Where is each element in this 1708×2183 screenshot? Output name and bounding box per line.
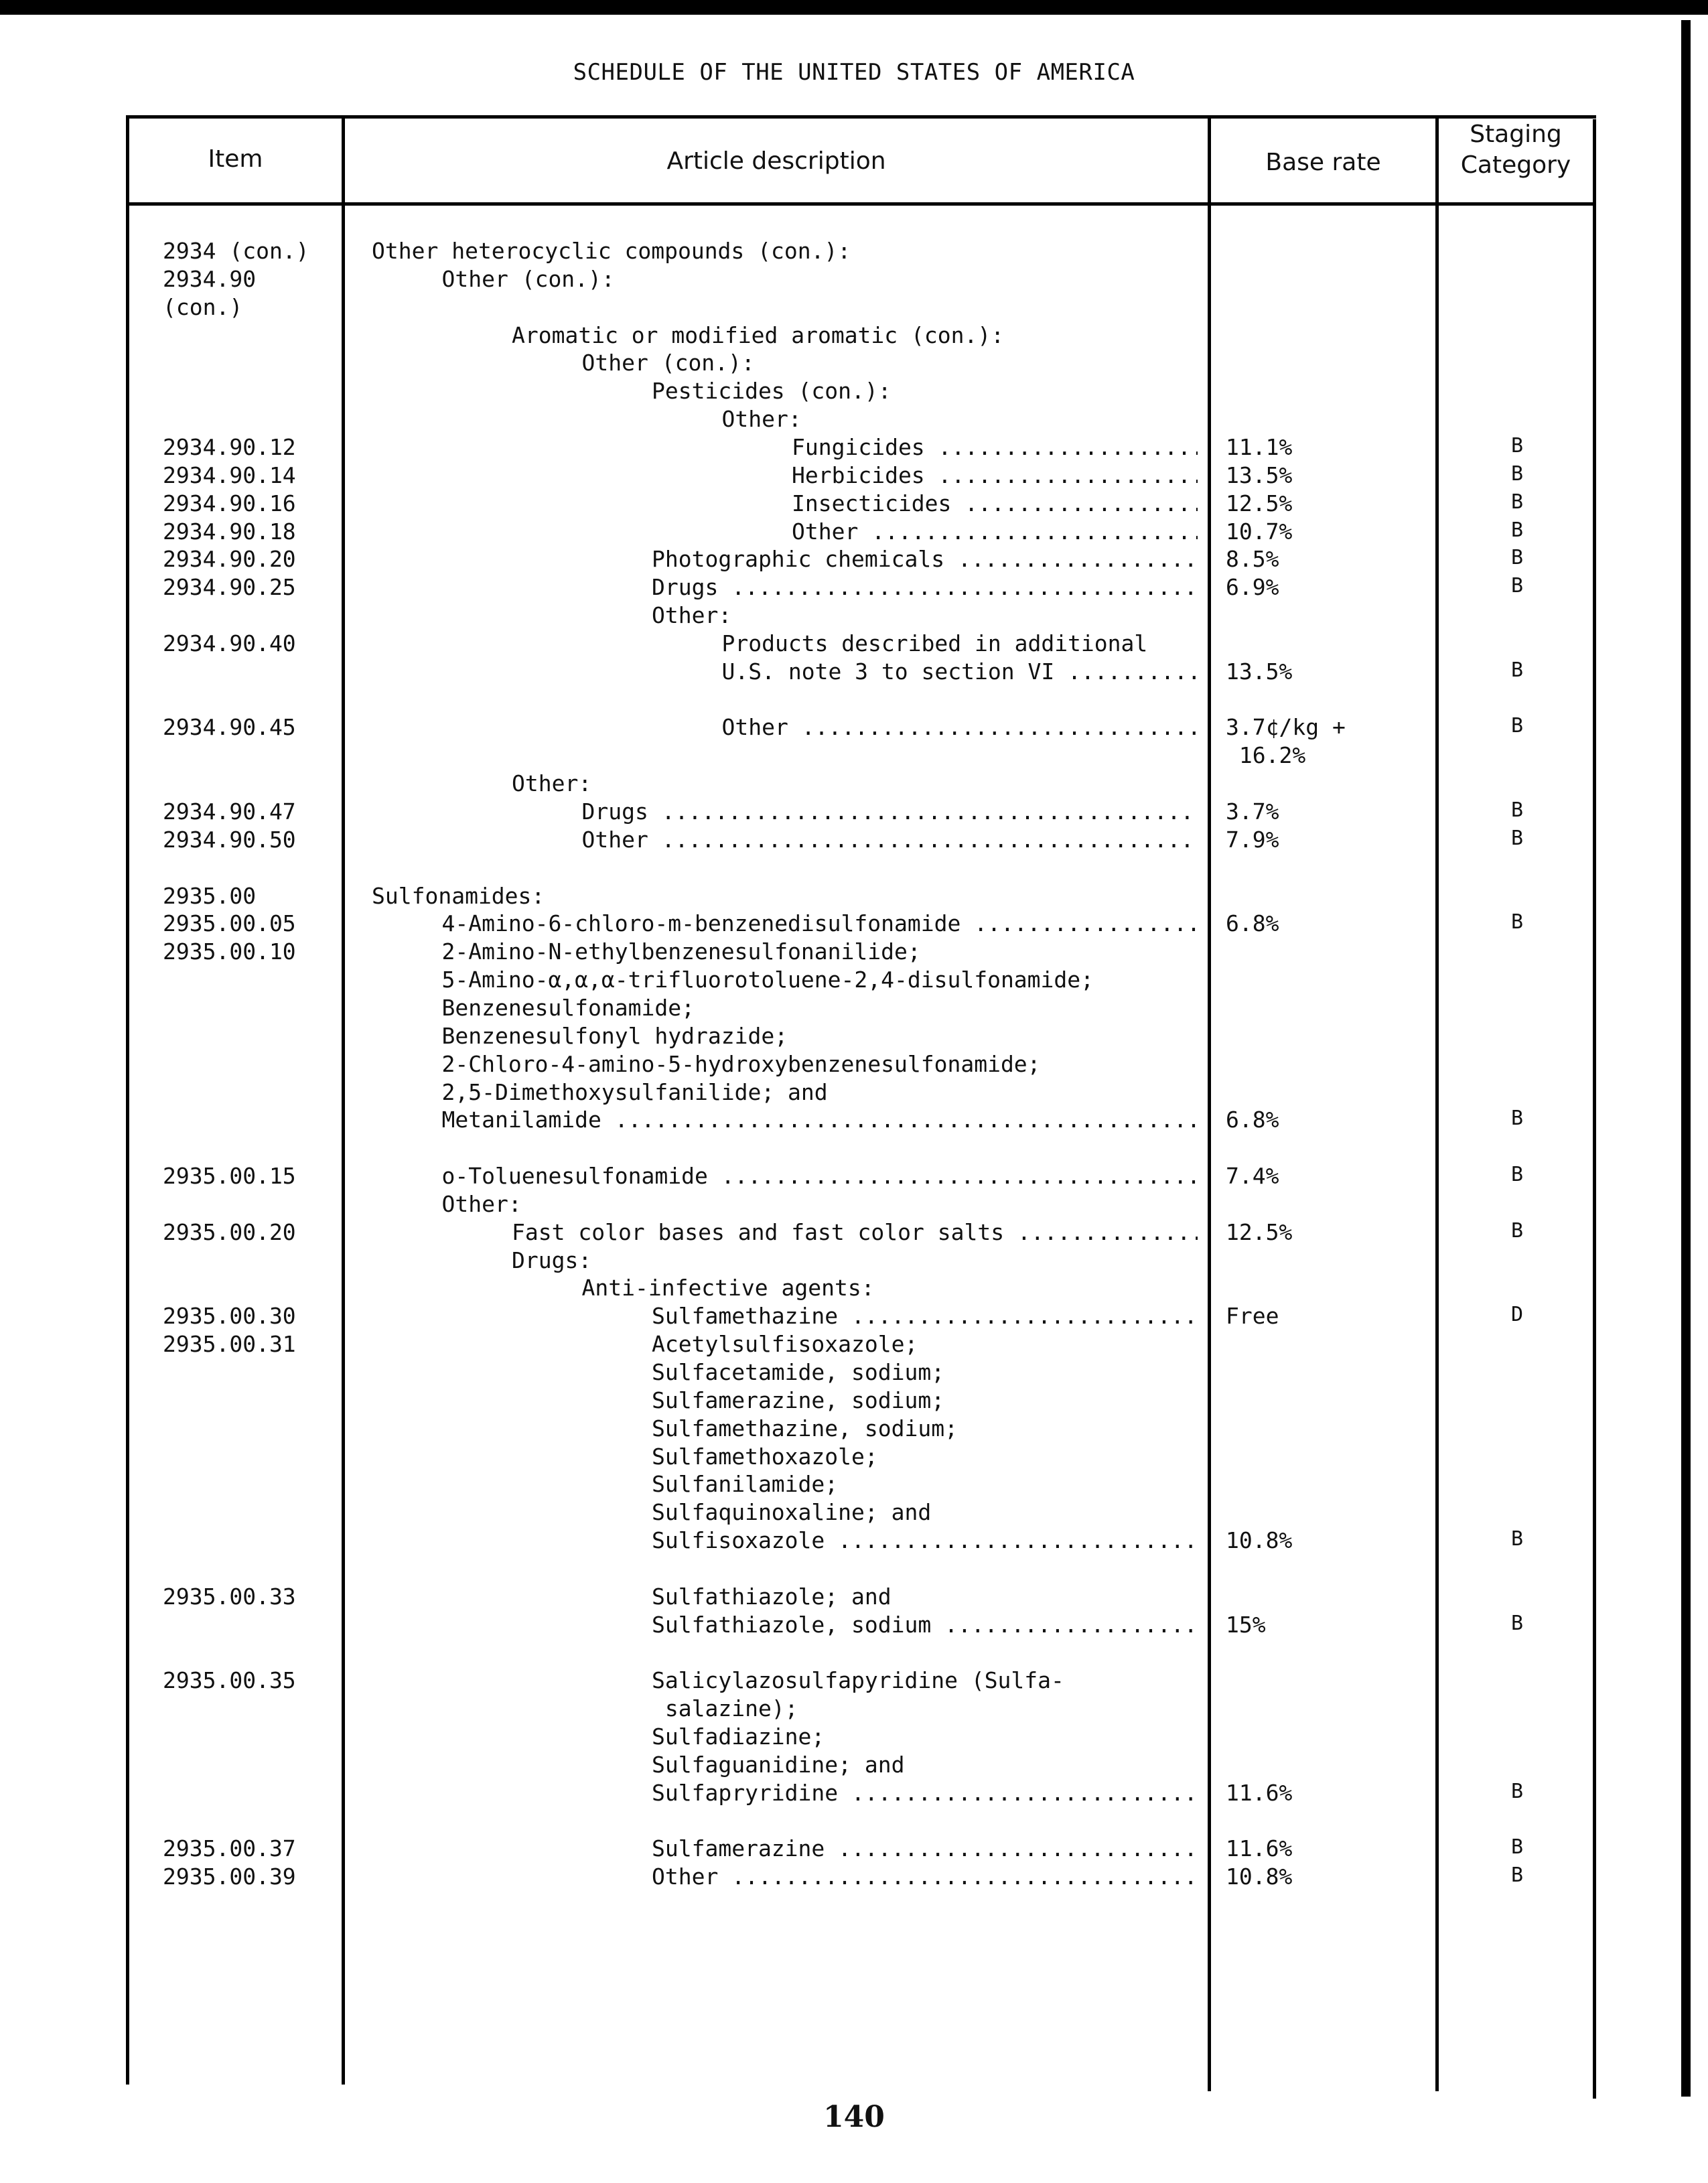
table-row (0, 1723, 1708, 1752)
base-rate: 11.6% (1226, 1779, 1293, 1806)
article-description: Fungicides ..... (792, 434, 1198, 460)
article-description: Sulfaquinoxaline; and (652, 1499, 932, 1526)
staging-category: B (1510, 1863, 1524, 1888)
table-row (0, 1303, 1708, 1331)
table-row (0, 378, 1708, 406)
staging-category: B (1510, 798, 1524, 822)
table-row (0, 462, 1708, 490)
table-row (0, 658, 1708, 687)
table-row (0, 714, 1708, 742)
article-description: Sulfaguanidine; and (652, 1751, 905, 1778)
item-number: (con.) (163, 293, 243, 320)
article-description: Drugs ..... (582, 798, 1198, 825)
item-number: 2934.90.12 (163, 433, 296, 460)
article-description: Drugs ..... (652, 574, 1198, 600)
article-description: Other ..... (582, 827, 1198, 853)
article-description: Other: (512, 770, 592, 797)
article-description: Other (con.): (441, 265, 615, 292)
article-description: Other (con.): (581, 350, 755, 376)
table-row (0, 1331, 1708, 1359)
article-description: 2-Chloro-4-amino-5-hydroxybenzenesulfonamide; (441, 1050, 1041, 1077)
item-number: 2935.00 (163, 882, 257, 909)
article-description: Sulfamethoxazole; (652, 1443, 878, 1470)
item-number: 2935.00.31 (163, 1331, 296, 1358)
table-row (0, 1471, 1708, 1499)
table-row (0, 1640, 1708, 1668)
table-row (0, 742, 1708, 770)
table-row (0, 1247, 1708, 1275)
staging-category: B (1510, 910, 1524, 934)
header-divider (126, 202, 1596, 206)
article-description: 2-Amino-N-ethylbenzenesulfonanilide; (441, 938, 921, 965)
article-description: Sulfonamides: (372, 882, 545, 909)
article-description: Other: (441, 1190, 522, 1217)
article-description: 4-Amino-6-chloro-m-benzenedisulfonamide ..... (442, 910, 1198, 936)
table-row (0, 1667, 1708, 1695)
table-row (0, 602, 1708, 630)
staging-category: B (1510, 518, 1524, 542)
article-description: Other ..... (792, 518, 1198, 545)
table-row (0, 518, 1708, 547)
table-row (0, 1387, 1708, 1415)
article-description: Anti-infective agents: (581, 1275, 875, 1301)
table-row (0, 1695, 1708, 1723)
article-description: Benzenesulfonamide; (441, 994, 695, 1021)
table-row (0, 1863, 1708, 1892)
article-description: Pesticides (con.): (652, 378, 892, 405)
column-header-base-rate: Base rate (1265, 149, 1381, 176)
item-number: 2935.00.39 (163, 1863, 296, 1890)
table-row (0, 1499, 1708, 1527)
base-rate: 15% (1226, 1611, 1266, 1638)
table-border-top (126, 115, 1596, 119)
staging-category: B (1510, 1611, 1524, 1635)
table-row (0, 238, 1708, 266)
table-row (0, 967, 1708, 995)
table-row (0, 1583, 1708, 1612)
table-row (0, 630, 1708, 658)
table-row (0, 827, 1708, 855)
table-row (0, 1780, 1708, 1808)
item-number: 2935.00.30 (163, 1303, 296, 1330)
article-description: salazine); (652, 1695, 798, 1722)
base-rate: 7.9% (1226, 826, 1279, 853)
item-number: 2934.90.20 (163, 546, 296, 573)
item-number: 2934.90 (163, 265, 257, 292)
table-row (0, 995, 1708, 1023)
article-description: Sulfacetamide, sodium; (652, 1359, 945, 1385)
article-description: Sulfathiazole; and (652, 1583, 892, 1610)
article-description: Drugs: (512, 1247, 592, 1273)
article-description: Products described in additional (721, 630, 1148, 656)
base-rate: 6.8% (1226, 1107, 1279, 1133)
table-row (0, 490, 1708, 518)
article-description: Sulfamerazine, sodium; (652, 1387, 945, 1413)
staging-category: B (1510, 546, 1524, 570)
table-row (0, 770, 1708, 798)
article-description: Sulfathiazole, sodium ..... (652, 1612, 1198, 1638)
staging-category: D (1510, 1303, 1524, 1327)
column-header-description: Article description (666, 147, 886, 175)
article-description: Sulfapryridine ..... (652, 1780, 1198, 1806)
table-row (0, 294, 1708, 322)
staging-category: B (1510, 1835, 1524, 1859)
table-row (0, 883, 1708, 911)
table-row (0, 1135, 1708, 1163)
column-header-staging-line1: Staging (1470, 121, 1562, 148)
article-description: Sulfisoxazole ..... (652, 1527, 1198, 1553)
article-description: Salicylazosulfapyridine (Sulfa- (652, 1667, 1064, 1694)
table-row (0, 1107, 1708, 1135)
base-rate: 6.9% (1226, 574, 1279, 601)
table-row (0, 1808, 1708, 1836)
staging-category: B (1510, 1107, 1524, 1131)
table-row (0, 1191, 1708, 1219)
item-number: 2934.90.25 (163, 574, 296, 601)
table-row (0, 350, 1708, 378)
base-rate: Free (1226, 1303, 1279, 1330)
item-number: 2934.90.16 (163, 490, 296, 516)
table-row (0, 322, 1708, 350)
article-description: Insecticides ..... (792, 490, 1198, 516)
item-number: 2935.00.15 (163, 1163, 296, 1190)
article-description: Other: (652, 602, 732, 629)
staging-category: B (1510, 1218, 1524, 1243)
table-row (0, 1415, 1708, 1443)
staging-category: B (1510, 1163, 1524, 1187)
base-rate: 12.5% (1226, 490, 1293, 516)
base-rate: 10.7% (1226, 518, 1293, 545)
base-rate: 3.7¢/kg + (1226, 714, 1346, 741)
item-number: 2935.00.05 (163, 910, 296, 937)
column-header-staging-line2: Category (1460, 151, 1571, 179)
table-row (0, 687, 1708, 715)
article-description: Sulfadiazine; (652, 1723, 825, 1750)
base-rate: 6.8% (1226, 910, 1279, 937)
base-rate: 11.1% (1226, 433, 1293, 460)
article-description: o-Toluenesulfonamide ..... (442, 1163, 1198, 1189)
item-number: 2934.90.18 (163, 518, 296, 545)
table-row (0, 910, 1708, 938)
base-rate: 10.8% (1226, 1527, 1293, 1554)
staging-category: B (1510, 658, 1524, 682)
table-row (0, 1079, 1708, 1107)
table-row (0, 1752, 1708, 1780)
article-description: Aromatic or modified aromatic (con.): (512, 322, 1005, 348)
article-description: Fast color bases and fast color salts ..... (512, 1219, 1198, 1245)
table-row (0, 1443, 1708, 1472)
table-row (0, 1051, 1708, 1079)
table-row (0, 1023, 1708, 1051)
scan-top-edge (0, 0, 1708, 15)
base-rate: 3.7% (1226, 798, 1279, 825)
table-row (0, 406, 1708, 434)
item-number: 2934.90.50 (163, 826, 296, 853)
article-description: Herbicides ..... (792, 462, 1198, 488)
staging-category: B (1510, 714, 1524, 738)
table-row (0, 1359, 1708, 1387)
base-rate: 12.5% (1226, 1218, 1293, 1245)
table-row (0, 1275, 1708, 1303)
staging-category: B (1510, 1779, 1524, 1803)
article-description: Other: (721, 406, 802, 433)
column-header-staging-category (1439, 119, 1593, 181)
item-number: 2935.00.35 (163, 1667, 296, 1694)
table-row (0, 1163, 1708, 1191)
table-row (0, 1219, 1708, 1247)
article-description: Sulfanilamide; (652, 1471, 839, 1498)
table-row (0, 798, 1708, 827)
article-description: Sulfamerazine ..... (652, 1835, 1198, 1861)
item-number: 2935.00.37 (163, 1835, 296, 1862)
table-row (0, 855, 1708, 883)
base-rate: 8.5% (1226, 546, 1279, 573)
table-row (0, 434, 1708, 462)
column-header-item: Item (208, 145, 263, 173)
staging-category: B (1510, 462, 1524, 486)
base-rate: 7.4% (1226, 1163, 1279, 1190)
article-description: Photographic chemicals ..... (652, 546, 1198, 572)
article-description: Benzenesulfonyl hydrazide; (441, 1022, 788, 1049)
item-number: 2934.90.45 (163, 714, 296, 741)
article-description: Metanilamide ..... (442, 1107, 1198, 1133)
staging-category: B (1510, 1527, 1524, 1551)
table-row (0, 266, 1708, 294)
item-number: 2934.90.47 (163, 798, 296, 825)
base-rate: 11.6% (1226, 1835, 1293, 1862)
article-description: 5-Amino-α,α,α-trifluorotoluene-2,4-disulfonamide; (441, 967, 1094, 993)
item-number: 2935.00.33 (163, 1583, 296, 1610)
staging-category: B (1510, 490, 1524, 514)
item-number: 2935.00.10 (163, 938, 296, 965)
table-row (0, 938, 1708, 967)
table-row (0, 546, 1708, 574)
base-rate: 13.5% (1226, 462, 1293, 488)
table-row (0, 1835, 1708, 1863)
article-description: 2,5-Dimethoxysulfanilide; and (441, 1078, 828, 1105)
item-number: 2934 (con.) (163, 238, 309, 264)
item-number: 2934.90.14 (163, 462, 296, 488)
table-row (0, 1612, 1708, 1640)
table-row (0, 574, 1708, 602)
article-description: Acetylsulfisoxazole; (652, 1331, 918, 1358)
page-number: 140 (823, 2100, 885, 2134)
staging-category: B (1510, 574, 1524, 598)
item-number: 2935.00.20 (163, 1218, 296, 1245)
article-description: Sulfamethazine, sodium; (652, 1415, 958, 1441)
article-description: Other ..... (722, 714, 1198, 740)
staging-category: B (1510, 826, 1524, 850)
article-description: U.S. note 3 to section VI ..... (722, 658, 1198, 685)
article-description: Other heterocyclic compounds (con.): (372, 238, 851, 264)
base-rate: 16.2% (1226, 742, 1306, 769)
item-number: 2934.90.40 (163, 630, 296, 656)
table-row (0, 1555, 1708, 1583)
page-title: SCHEDULE OF THE UNITED STATES OF AMERICA (573, 59, 1135, 86)
table-row (0, 1527, 1708, 1555)
staging-category: B (1510, 433, 1524, 457)
base-rate: 13.5% (1226, 658, 1293, 685)
article-description: Other ..... (652, 1863, 1198, 1890)
article-description: Sulfamethazine ..... (652, 1303, 1198, 1329)
base-rate: 10.8% (1226, 1863, 1293, 1890)
